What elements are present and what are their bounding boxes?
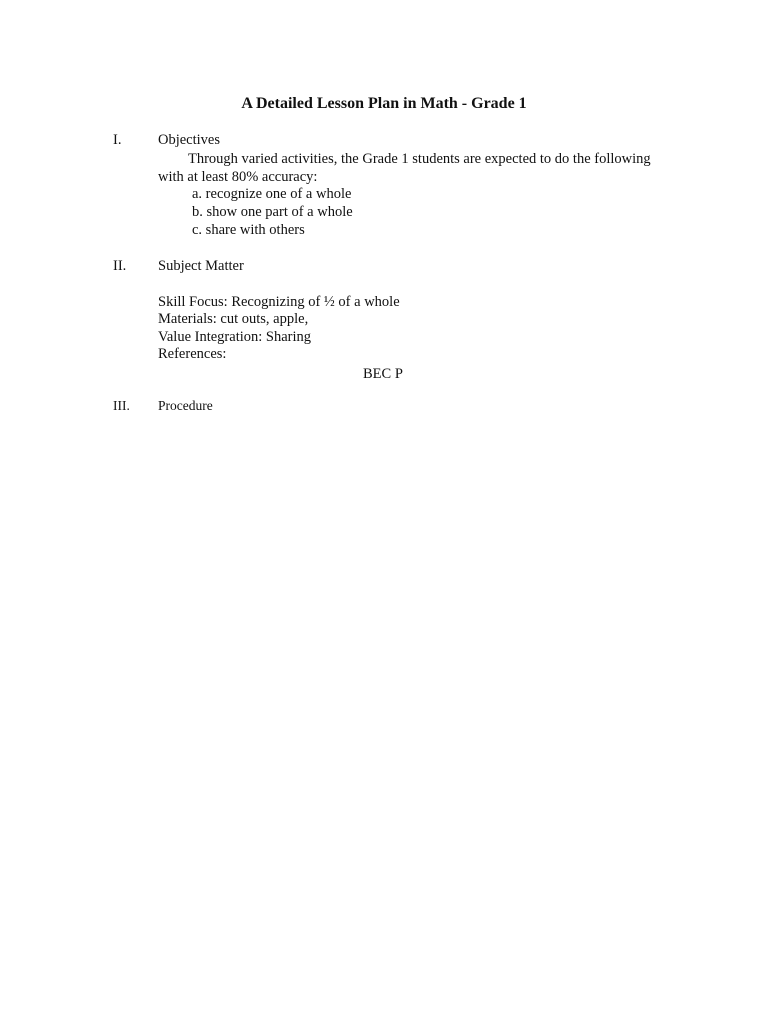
objective-item-c: c. share with others [192,222,305,238]
references-line: References: [158,346,227,362]
section-numeral-objectives: I. [113,132,122,148]
section-heading-subject-matter: Subject Matter [158,258,244,274]
materials-line: Materials: cut outs, apple, [158,311,309,327]
objectives-intro-line-2: with at least 80% accuracy: [158,169,318,185]
section-heading-procedure: Procedure [158,398,213,413]
objectives-intro-line-1: Through varied activities, the Grade 1 students are expected to do the following [188,151,651,167]
skill-focus-line: Skill Focus: Recognizing of ½ of a whole [158,294,400,310]
reference-value: BEC P [363,366,403,382]
section-numeral-procedure: III. [113,398,130,413]
objective-item-b: b. show one part of a whole [192,204,353,220]
section-numeral-subject-matter: II. [113,258,127,274]
document-title: A Detailed Lesson Plan in Math - Grade 1 [241,95,527,112]
value-integration-line: Value Integration: Sharing [158,329,312,345]
section-heading-objectives: Objectives [158,132,221,148]
objective-item-a: a. recognize one of a whole [192,186,352,202]
